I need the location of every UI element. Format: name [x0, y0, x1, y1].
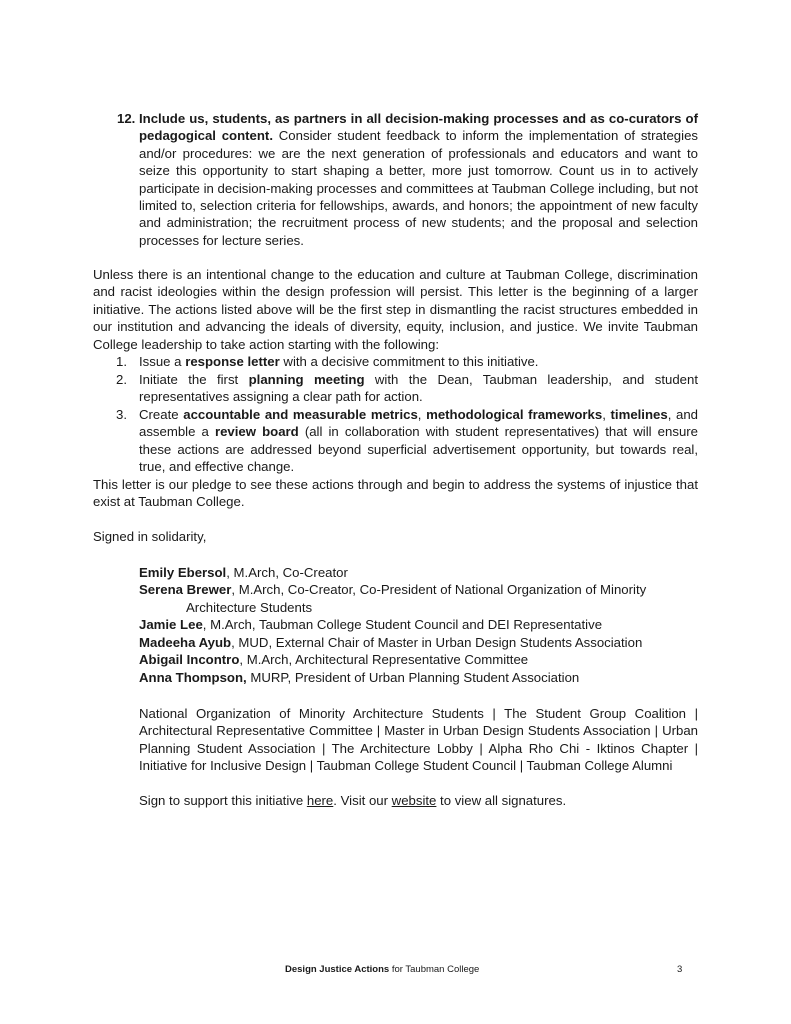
text: , — [417, 407, 427, 422]
action-item-2 — [139, 371, 698, 406]
demand-text: Consider student feedback to inform the implementation of strategies and/or procedures: we are the next generation of professionals and educators and want to seize this opportunity to start shaping a better, more just tomorrow. Count us in to actively participate in decision-making processes and committees at Taubman College including, but not limited to, selection criteria for fellowships, awards, and honors; the appointment of new faculty and administration; the recruitment process of new students; and the proposal and selection processes for lecture series. — [139, 128, 699, 248]
signatory-name: Abigail Incontro — [139, 652, 240, 667]
bold-text: response letter — [185, 354, 280, 369]
page-footer — [285, 964, 479, 975]
signatory-details: , M.Arch, Taubman College Student Council and DEI Representative — [202, 617, 603, 632]
signatory-details: , M.Arch, Co-Creator — [226, 565, 348, 580]
signatory-details: MURP, President of Urban Planning Student Association — [246, 670, 580, 685]
text: to view all signatures. — [436, 793, 567, 808]
signatory — [139, 634, 642, 651]
text: (all in collaboration with student representatives) that will ensure these actions are addressed beyond superficial advertisement opportunity, but towards real, true, and effective change. — [139, 424, 699, 475]
text: Issue a — [139, 354, 186, 369]
demand-item-12 — [139, 110, 698, 249]
support-line — [139, 792, 566, 809]
signatory-continued: Architecture Students — [186, 600, 313, 615]
signatory — [139, 669, 579, 686]
action-number: 1. — [116, 354, 127, 369]
signatory-name: Anna Thompson, — [139, 670, 247, 685]
signatory — [139, 564, 348, 581]
demand-title: Include us, students, as partners in all decision-making processes and as co-curators of pedagogical content. — [139, 111, 698, 144]
text: with the Dean, Taubman leadership, and student representatives assigning a clear path for action. — [139, 372, 698, 405]
signatory — [139, 616, 602, 633]
text: , — [602, 407, 611, 422]
signatory-name: Madeeha Ayub — [139, 635, 232, 650]
signatory — [139, 581, 646, 598]
signatory — [139, 651, 528, 668]
page-number: 3 — [677, 964, 683, 975]
text: , and assemble a — [139, 407, 699, 440]
signoff: Signed in solidarity, — [93, 529, 207, 544]
bold-text: planning meeting — [248, 372, 365, 387]
signatory-details: , M.Arch, Architectural Representative Committee — [239, 652, 529, 667]
action-item-1 — [139, 353, 698, 370]
footer-title-rest: for Taubman College — [389, 964, 480, 975]
closing-paragraph: Unless there is an intentional change to the education and culture at Taubman College, discrimination and racist ideologies within the design profession will persist. This letter is the beginning of a larger initiative. The actions listed above will be the first step in dismantling the racist structures embedded in our institution and advancing the ideals of diversity, equity, inclusion, and justice. We invite Taubman College leadership to take action starting with the following: — [93, 267, 698, 352]
signatory-name: Serena Brewer — [139, 582, 232, 597]
text: Initiate the first — [139, 372, 249, 387]
list-number: 12. — [117, 111, 136, 126]
action-item-3 — [139, 406, 698, 476]
signatory-details: , MUD, External Chair of Master in Urban Design Students Association — [231, 635, 643, 650]
bold-text: accountable and measurable metrics — [183, 407, 418, 422]
action-number: 3. — [116, 407, 127, 422]
action-number: 2. — [116, 372, 127, 387]
bold-text: timelines — [610, 407, 668, 422]
footer-title-bold: Design Justice Actions — [285, 964, 390, 975]
text: with a decisive commitment to this initiative. — [279, 354, 539, 369]
text: . Visit our — [333, 793, 392, 808]
text: Create — [139, 407, 184, 422]
pledge-paragraph: This letter is our pledge to see these actions through and begin to address the systems of injustice that exist at Taubman College. — [93, 477, 698, 510]
signatory-name: Emily Ebersol — [139, 565, 227, 580]
sign-here-link[interactable]: here — [306, 793, 334, 808]
website-link[interactable]: website — [391, 793, 437, 808]
text: Sign to support this initiative — [139, 793, 307, 808]
bold-text: review board — [214, 424, 299, 440]
signatory-details: , M.Arch, Co-Creator, Co-President of National Organization of Minority — [231, 582, 647, 597]
signatory-name: Jamie Lee — [139, 617, 203, 632]
organizations-list: National Organization of Minority Architecture Students | The Student Group Coalition | Architectural Representative Committee | Master in Urban Design Students Association | Urban Planning Student Association | The Architecture Lobby | Alpha Rho Chi - Iktinos Chapter | Initiative for Inclusive Design | Taubman College Student Council | Taubman College Alumni — [139, 706, 698, 774]
bold-text: methodological frameworks — [426, 407, 603, 422]
